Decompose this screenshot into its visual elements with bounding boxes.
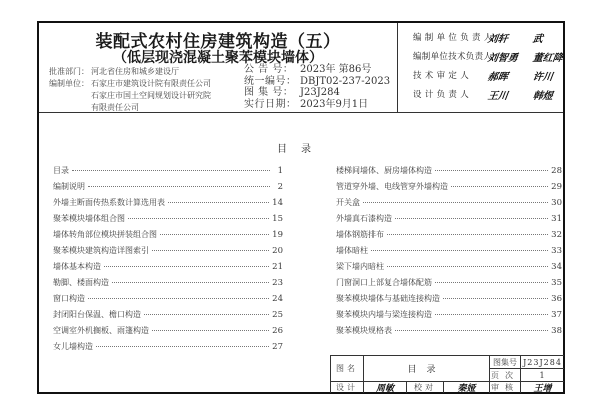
page-number: 14 bbox=[272, 198, 283, 208]
page-number: 2 bbox=[277, 182, 283, 192]
page-number: 32 bbox=[551, 230, 562, 240]
leader-dots bbox=[88, 186, 270, 187]
header-info-panel bbox=[39, 23, 398, 112]
design-signature: 周敏 bbox=[364, 382, 407, 393]
publication-info bbox=[244, 64, 390, 110]
toc-entry[interactable]: 墙体基本构造 21 bbox=[53, 262, 283, 272]
page-number: 24 bbox=[272, 294, 283, 304]
page-number: 1 bbox=[277, 166, 283, 176]
leader-dots bbox=[451, 186, 548, 187]
review-label: 审核 bbox=[491, 383, 519, 392]
toc-entry[interactable]: 聚苯模块内墙与梁连接构造 37 bbox=[336, 310, 562, 320]
signature: 韩煜 bbox=[531, 90, 554, 102]
atlas-number-value: J23J284 bbox=[300, 87, 340, 98]
drawing-frame bbox=[37, 21, 565, 394]
leader-dots bbox=[72, 170, 270, 171]
leader-dots bbox=[443, 298, 548, 299]
compiler-line-3: 有限责任公司 bbox=[91, 103, 139, 112]
leader-dots bbox=[160, 234, 269, 235]
effective-date-value: 2023年9月1日 bbox=[300, 98, 369, 110]
check-label: 校对 bbox=[407, 382, 444, 393]
effective-date-label: 实行日期： bbox=[244, 98, 297, 110]
document-subtitle: （低层现浇混凝土聚苯模块墙体） bbox=[113, 50, 323, 66]
toc-entry[interactable]: 墙体转角部位模块拼装组合图 19 bbox=[53, 230, 283, 240]
signature: 刘轩 bbox=[486, 33, 509, 45]
responsibility-label: 设 计 负 责 人 bbox=[413, 90, 470, 100]
toc-entry[interactable]: 聚苯模块墙体组合图 15 bbox=[53, 214, 283, 224]
page-number: 28 bbox=[551, 166, 562, 176]
leader-dots bbox=[435, 282, 548, 283]
responsibility-label: 编制单位技术负责人 bbox=[413, 52, 493, 62]
announcement-value: 2023年 第86号 bbox=[300, 64, 372, 75]
toc-entry[interactable]: 门窗洞口上部复合墙体配筋 35 bbox=[336, 278, 562, 288]
page-number: 21 bbox=[272, 262, 283, 272]
responsibility-panel bbox=[398, 23, 563, 112]
unified-number-label: 统一编号： bbox=[244, 75, 297, 87]
leader-dots bbox=[371, 250, 548, 251]
toc-entry[interactable]: 梁下墙内暗柱 34 bbox=[336, 262, 562, 272]
leader-dots bbox=[387, 266, 548, 267]
leader-dots bbox=[168, 202, 269, 203]
signature: 刘智勇 bbox=[486, 52, 519, 64]
page-number-value: 1 bbox=[521, 369, 564, 382]
leader-dots bbox=[395, 218, 548, 219]
compiler-line-1: 石家庄市建筑设计院有限责任公司 bbox=[91, 79, 211, 88]
leader-dots bbox=[152, 250, 269, 251]
toc-entry[interactable]: 封闭阳台保温、檐口构造 25 bbox=[53, 310, 283, 320]
page-number: 25 bbox=[272, 310, 283, 320]
page-label: 页次 bbox=[490, 369, 521, 382]
leader-dots bbox=[96, 346, 269, 347]
page-number: 36 bbox=[551, 294, 562, 304]
page-number: 35 bbox=[551, 278, 562, 288]
toc-column-right bbox=[336, 165, 562, 341]
cover-header bbox=[39, 23, 563, 113]
page-number: 34 bbox=[551, 262, 562, 272]
page-number: 19 bbox=[272, 230, 283, 240]
compiler-row-3 bbox=[49, 102, 211, 114]
toc-entry[interactable]: 管道穿外墙、电线管穿外墙构造 29 bbox=[336, 182, 562, 192]
toc-entry[interactable]: 墙体暗柱 33 bbox=[336, 246, 562, 256]
toc-entry[interactable]: 外墙主断面传热系数计算选用表 14 bbox=[53, 198, 283, 208]
design-label: 设计 bbox=[331, 382, 364, 393]
drawing-name: 目录 bbox=[364, 356, 490, 382]
page-number: 23 bbox=[272, 278, 283, 288]
toc-heading: 目录 bbox=[277, 144, 325, 155]
review-signature: 王增 bbox=[533, 384, 552, 394]
leader-dots bbox=[435, 170, 548, 171]
page-number: 37 bbox=[551, 310, 562, 320]
page-number: 38 bbox=[551, 326, 562, 336]
toc-entry[interactable]: 外墙真石漆构造 31 bbox=[336, 214, 562, 224]
page-number: 27 bbox=[272, 342, 283, 352]
drawing-name-label: 图名 bbox=[331, 356, 364, 382]
effective-date-row bbox=[244, 99, 390, 111]
toc-entry[interactable]: 空调室外机搁板、雨篷构造 26 bbox=[53, 326, 283, 336]
signature: 王川 bbox=[486, 90, 509, 102]
leader-dots bbox=[387, 234, 548, 235]
responsibility-row bbox=[413, 48, 578, 64]
title-block bbox=[330, 355, 564, 393]
signature: 许川 bbox=[531, 71, 554, 83]
toc-column-left bbox=[53, 165, 283, 357]
page-number: 33 bbox=[551, 246, 562, 256]
responsibility-row bbox=[413, 67, 578, 83]
signature: 郝晖 bbox=[486, 71, 509, 83]
toc-entry[interactable]: 开关盒 30 bbox=[336, 198, 562, 208]
leader-dots bbox=[435, 314, 548, 315]
responsibility-row bbox=[413, 86, 578, 102]
page-number: 30 bbox=[551, 198, 562, 208]
page-number: 15 bbox=[272, 214, 283, 224]
document-title: 装配式农村住房建筑构造（五） bbox=[95, 32, 341, 52]
check-signature: 秦娅 bbox=[444, 382, 490, 393]
compiler-row bbox=[49, 78, 211, 90]
page-number: 26 bbox=[272, 326, 283, 336]
announcement-row bbox=[244, 64, 390, 76]
approval-value: 河北省住房和城乡建设厅 bbox=[91, 67, 179, 76]
leader-dots bbox=[363, 202, 548, 203]
toc-entry[interactable]: 聚苯模块规格表 38 bbox=[336, 326, 562, 336]
toc-entry[interactable]: 窗口构造 24 bbox=[53, 294, 283, 304]
atlas-no: J23J284 bbox=[521, 356, 564, 369]
toc-entry[interactable]: 勒脚、楼面构造 23 bbox=[53, 278, 283, 288]
approval-label: 批准部门： bbox=[49, 67, 89, 76]
leader-dots bbox=[88, 298, 269, 299]
page-number: 29 bbox=[551, 182, 562, 192]
leader-dots bbox=[144, 314, 269, 315]
unified-number-value: DBJT02-237-2023 bbox=[300, 75, 391, 87]
unified-number-row bbox=[244, 76, 390, 88]
leader-dots bbox=[112, 282, 269, 283]
compiler-line-2: 石家庄市国土空间规划设计研究院 bbox=[91, 91, 211, 100]
toc-entry[interactable]: 目录 1 bbox=[53, 166, 283, 176]
toc-entry[interactable]: 墙体钢筋排布 32 bbox=[336, 230, 562, 240]
atlas-number-row bbox=[244, 87, 390, 99]
atlas-number-label: 图 集 号： bbox=[244, 87, 294, 98]
issuer-info bbox=[49, 66, 211, 114]
responsibility-label: 编 制 单 位 负 责 人 bbox=[413, 33, 493, 43]
announcement-label: 公 告 号： bbox=[244, 64, 294, 75]
signature: 董红降 bbox=[531, 52, 564, 64]
compiler-label: 编制单位： bbox=[49, 79, 89, 88]
toc-entry[interactable]: 女儿墙构造 27 bbox=[53, 342, 283, 352]
leader-dots bbox=[395, 330, 548, 331]
leader-dots bbox=[104, 266, 269, 267]
page-number: 20 bbox=[272, 246, 283, 256]
leader-dots bbox=[128, 218, 269, 219]
toc-entry[interactable]: 楼梯间墙体、厨房墙体构造 28 bbox=[336, 166, 562, 176]
toc-entry[interactable]: 编制说明 2 bbox=[53, 182, 283, 192]
responsibility-row bbox=[413, 29, 578, 45]
signature: 武 bbox=[531, 33, 544, 45]
compiler-row-2 bbox=[49, 90, 211, 102]
responsibility-label: 技 术 审 定 人 bbox=[413, 71, 470, 81]
toc-entry[interactable]: 聚苯模块建筑构造详图索引 20 bbox=[53, 246, 283, 256]
atlas-no-label: 图集号 bbox=[490, 356, 521, 369]
page-number: 31 bbox=[551, 214, 562, 224]
toc-entry[interactable]: 聚苯模块墙体与基础连接构造 36 bbox=[336, 294, 562, 304]
approval-row bbox=[49, 66, 211, 78]
leader-dots bbox=[152, 330, 269, 331]
